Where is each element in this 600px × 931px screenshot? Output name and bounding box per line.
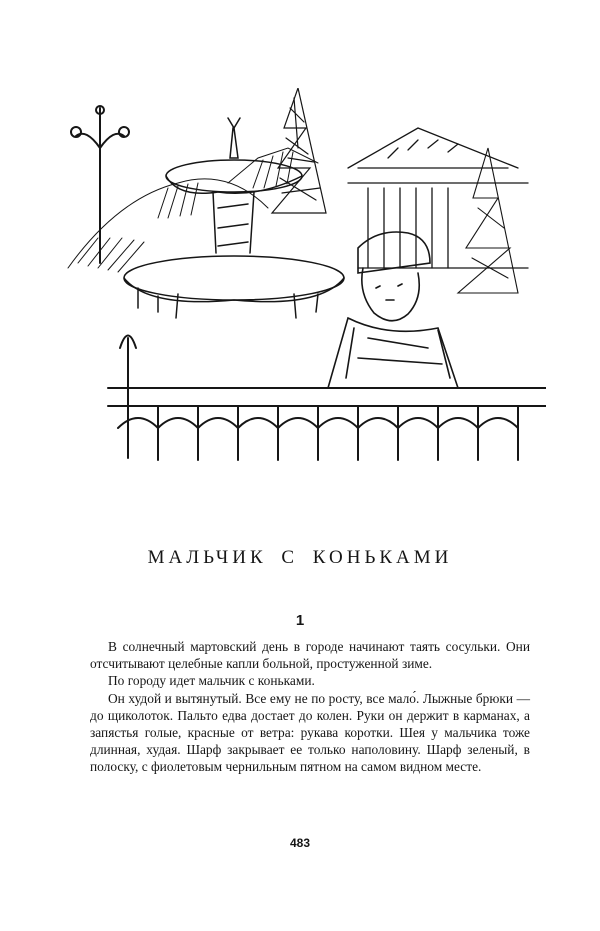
hills-hatching <box>68 148 318 272</box>
fir-tree-right-icon <box>458 148 518 293</box>
paragraph: Он худой и вытянутый. Все ему не по росту, все мало́. Лыжные брюки — до щиколоток. Пальто едва достает до колен. Руки он держит в карманах, а запястья голые, красные от ветра: рукава коротки. Шея у мальчика тоже длинная, худая. Шарф закрывает ее только наполовину. Шарф зеленый, в полоску, с фиолетовым чернильным пятном на самом видном месте. <box>90 690 530 775</box>
iron-railing-icon <box>108 336 546 461</box>
boy-figure-icon <box>328 232 458 388</box>
paragraph: В солнечный мартовский день в городе начинают таять сосульки. Они отсчитывают целебные капли больной, простуженной зиме. <box>90 639 530 672</box>
chapter-title: МАЛЬЧИК С КОНЬКАМИ <box>147 547 453 568</box>
illustration-winter-park-icon <box>58 88 546 468</box>
body-text <box>90 638 530 776</box>
section-number: 1 <box>295 612 305 629</box>
page-number: 483 <box>289 836 311 850</box>
building-columns-icon <box>348 128 528 268</box>
paragraph: По городу идет мальчик с коньками. <box>108 673 315 689</box>
